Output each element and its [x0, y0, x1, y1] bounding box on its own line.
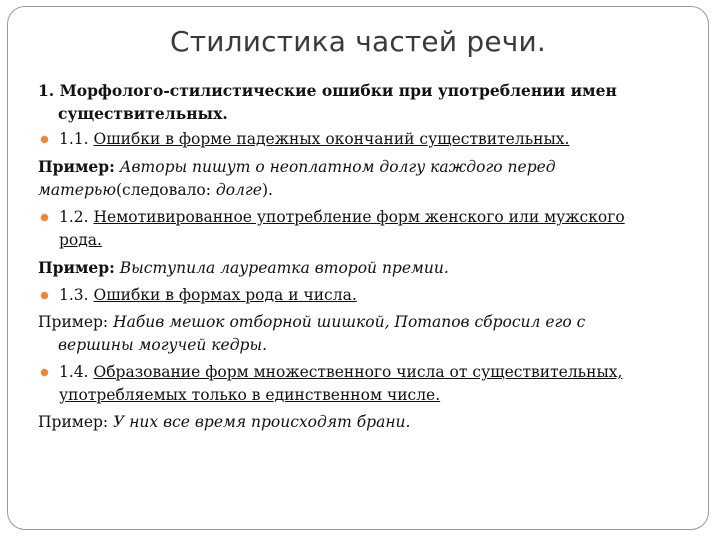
- bullet-text: Немотивированное употребление форм женского или мужского: [93, 208, 625, 226]
- bullet-dot-icon: [41, 214, 48, 221]
- example-text-cont: вершины могучей кедры.: [58, 336, 268, 354]
- example-1-4: [38, 411, 693, 434]
- example-text: Выступила лауреатка второй премии.: [114, 259, 449, 277]
- example-label: Пример:: [38, 413, 109, 431]
- bullet-item-1-2: [38, 206, 693, 252]
- bullet-text: Ошибки в формах рода и числа.: [93, 286, 357, 304]
- bullet-number: 1.4.: [59, 363, 94, 381]
- section-heading: [38, 79, 693, 125]
- example-text: Набив мешок отборной шишкой, Потапов сбросил его с: [108, 313, 586, 331]
- bullet-text: Образование форм множественного числа от существительных,: [93, 363, 623, 381]
- bullet-item-1-4: [38, 361, 693, 407]
- heading-line-2: существительных.: [58, 104, 228, 123]
- bullet-item-1-3: [38, 284, 693, 307]
- bullet-number: 1.1.: [59, 130, 94, 148]
- example-text: У них все время происходят брани.: [108, 413, 411, 431]
- bullet-item-1-1: [38, 128, 693, 151]
- example-label: Пример:: [38, 157, 115, 176]
- heading-line-1: 1. Морфолого-стилистические ошибки при употреблении имен: [38, 81, 617, 100]
- bullet-number: 1.2.: [59, 208, 94, 226]
- slide-content: [38, 79, 693, 438]
- slide: [7, 6, 709, 530]
- bullet-number: 1.3.: [59, 286, 94, 304]
- bullet-dot-icon: [41, 369, 48, 376]
- example-note: (следовало:: [115, 181, 216, 199]
- example-text: Авторы пишут о неоплатном долгу каждого перед: [114, 158, 556, 176]
- example-label: Пример:: [38, 313, 109, 331]
- example-note-word: долге: [215, 181, 262, 199]
- example-label: Пример:: [38, 258, 115, 277]
- example-note-end: ).: [261, 181, 273, 199]
- example-text-word: матерью: [38, 181, 116, 199]
- example-1-3: [38, 311, 693, 357]
- slide-title: Стилистика частей речи.: [170, 25, 546, 58]
- bullet-text-cont: рода.: [59, 231, 102, 249]
- bullet-dot-icon: [41, 292, 48, 299]
- example-1-2: [38, 256, 693, 280]
- bullet-text-cont: употребляемых только в единственном числе.: [59, 386, 441, 404]
- example-1-1: [38, 155, 693, 202]
- bullet-dot-icon: [41, 136, 48, 143]
- bullet-text: Ошибки в форме падежных окончаний существительных.: [93, 130, 570, 148]
